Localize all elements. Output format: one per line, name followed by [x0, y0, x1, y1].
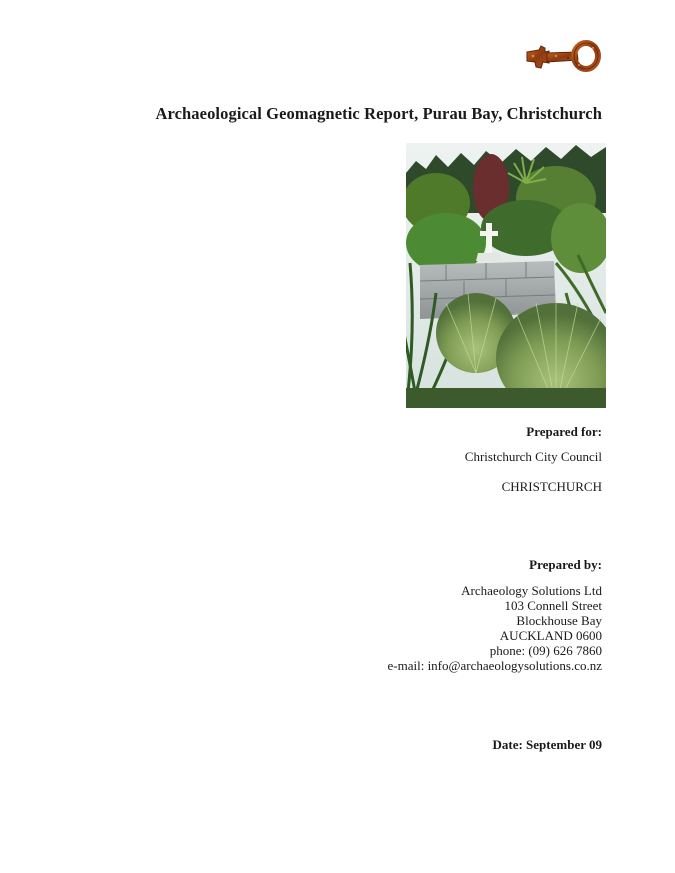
- prepared-by-heading: Prepared by:: [529, 557, 602, 572]
- prepared-by-company: Archaeology Solutions Ltd: [461, 583, 602, 598]
- report-date: Date: September 09: [492, 737, 602, 752]
- prepared-by-suburb: Blockhouse Bay: [516, 613, 602, 628]
- report-title: Archaeological Geomagnetic Report, Purau Bay, Christchurch: [155, 104, 602, 123]
- prepared-for-heading: Prepared for:: [526, 424, 602, 439]
- prepared-for-section: [0, 424, 602, 439]
- garden-memorial-cross-photo: [406, 143, 606, 408]
- prepared-for-city: CHRISTCHURCH: [501, 479, 602, 494]
- prepared-by-email[interactable]: e-mail: info@archaeologysolutions.co.nz: [387, 658, 602, 673]
- prepared-by-phone: phone: (09) 626 7860: [489, 643, 602, 658]
- prepared-by-city: AUCKLAND 0600: [499, 628, 602, 643]
- prepared-by-street: 103 Connell Street: [504, 598, 602, 613]
- prepared-by-address: [0, 583, 602, 673]
- prepared-for-organisation: Christchurch City Council: [464, 449, 602, 464]
- rusty-key-icon: [523, 38, 601, 76]
